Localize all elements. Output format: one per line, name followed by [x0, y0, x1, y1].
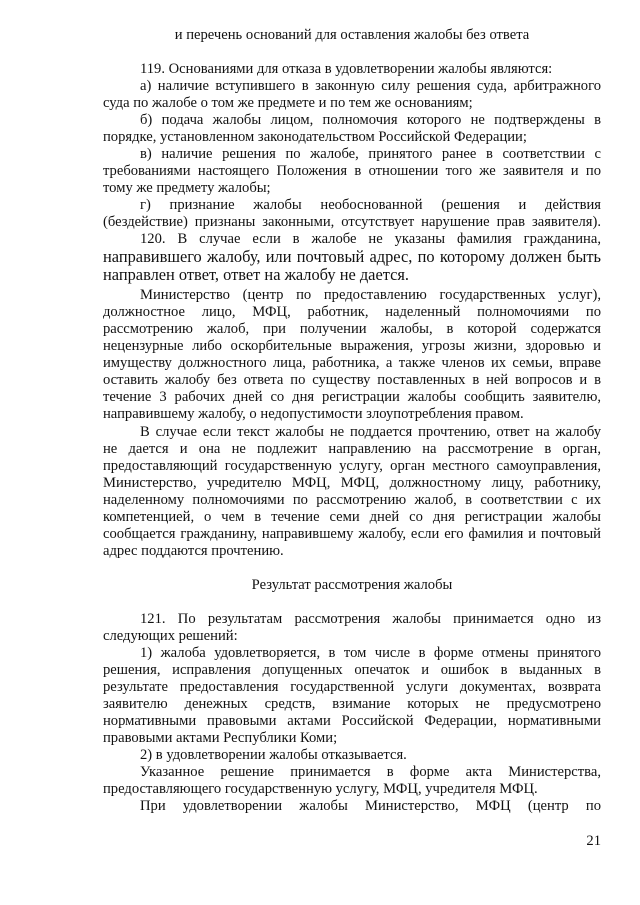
- text-line: направившего жалобу, или почтовый адрес, по которому должен быть: [103, 247, 601, 266]
- text-line: адрес поддаются прочтению.: [103, 543, 284, 559]
- text-line: сообщается гражданину, направившему жалобу, если его фамилия и почтовый: [103, 526, 601, 542]
- text-line: 1) жалоба удовлетворяется, в том числе в форме отмены принятого: [140, 645, 601, 661]
- text-line: предоставляющего государственную услугу, МФЦ, учредителя МФЦ.: [103, 781, 538, 797]
- text-line: течение 3 рабочих дней со дня регистрации жалобы сообщить заявителю,: [103, 389, 601, 405]
- text-line: 121. По результатам рассмотрения жалобы принимается одно из: [140, 611, 601, 627]
- text-line: Министерство, учредителю МФЦ, МФЦ, должностному лицу, работнику,: [103, 475, 601, 491]
- text-line: Указанное решение принимается в форме акта Министерства,: [140, 764, 601, 780]
- text-line: рассмотрению жалоб, при получении жалобы, в которой содержатся: [103, 321, 601, 337]
- text-line: не дается и она не подлежит направлению на рассмотрение в орган,: [103, 441, 601, 457]
- text-line: наделенному полномочиями по рассмотрению жалоб, в соответствии с их: [103, 492, 601, 508]
- page-header: и перечень оснований для оставления жалобы без ответа: [174, 27, 530, 43]
- text-line: (бездействие) признаны законными, отсутствует нарушение прав заявителя).: [103, 214, 601, 230]
- text-line: порядке, установленном законодательством Российской Федерации;: [103, 129, 527, 145]
- text-line: В случае если текст жалобы не поддается прочтению, ответ на жалобу: [140, 424, 601, 440]
- page-number: 21: [586, 833, 601, 849]
- text-line: оставить жалобу без ответа по существу поставленных в ней вопросов и в: [103, 372, 601, 388]
- text-line: имуществу должностного лица, работника, а также членов их семьи, вправе: [103, 355, 601, 371]
- text-line: следующих решений:: [103, 628, 238, 644]
- text-line: тому же предмету жалобы;: [103, 180, 271, 196]
- text-line: 120. В случае если в жалобе не указаны фамилия гражданина,: [140, 231, 601, 247]
- text-line: должностное лицо, МФЦ, работник, наделенный полномочиями по: [103, 304, 601, 320]
- text-line: б) подача жалобы лицом, полномочия которого не подтверждены в: [140, 112, 601, 128]
- text-line: компетенцией, о чем в течение семи дней со дня регистрации жалобы: [103, 509, 601, 525]
- text-line: направлен ответ, ответ на жалобу не дается.: [103, 265, 410, 284]
- text-line: предоставляющий государственную услугу, орган местного самоуправления,: [103, 458, 601, 474]
- text-line: а) наличие вступившего в законную силу решения суда, арбитражного: [140, 78, 601, 94]
- text-line: направившему жалобу, о недопустимости злоупотребления правом.: [103, 406, 524, 422]
- text-line: правовыми актами Республики Коми;: [103, 730, 338, 746]
- text-line: результате предоставления государственной услуги документах, возврата: [103, 679, 601, 695]
- text-line: суда по жалобе о том же предмете и по тем же основаниям;: [103, 95, 473, 111]
- text-line: в) наличие решения по жалобе, принятого ранее в соответствии с: [140, 146, 601, 162]
- text-line: Министерство (центр по предоставлению государственных услуг),: [140, 287, 601, 303]
- text-line: заявителю денежных средств, взимание которых не предусмотрено: [103, 696, 601, 712]
- text-line: решения, исправления допущенных опечаток и ошибок в выданных в: [103, 662, 601, 678]
- text-line: нецензурные либо оскорбительные выражения, угрозы жизни, здоровью и: [103, 338, 601, 354]
- text-line: г) признание жалобы необоснованной (решения и действия: [140, 197, 601, 213]
- section-title: Результат рассмотрения жалобы: [251, 577, 453, 593]
- text-line: 119. Основаниями для отказа в удовлетворении жалобы являются:: [140, 61, 553, 77]
- text-line: нормативными правовыми актами Российской Федерации, нормативными: [103, 713, 601, 729]
- text-line: 2) в удовлетворении жалобы отказывается.: [140, 747, 407, 763]
- text-line: требованиями настоящего Положения в отношении того же заявителя и по: [103, 163, 601, 179]
- text-line: При удовлетворении жалобы Министерство, МФЦ (центр по: [140, 798, 601, 814]
